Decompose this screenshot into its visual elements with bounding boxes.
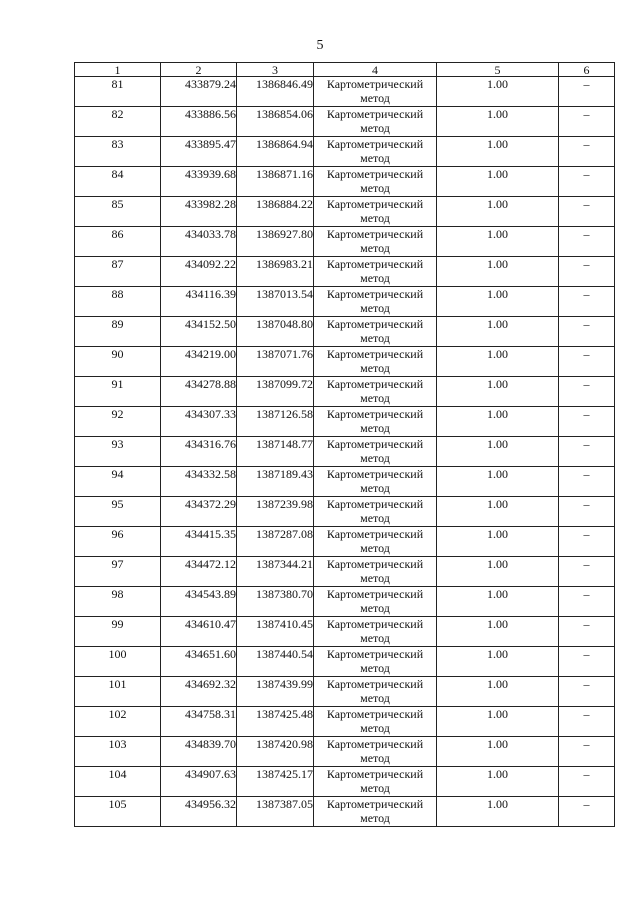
table-row	[75, 767, 615, 797]
table-row	[75, 77, 615, 107]
method-cell	[314, 767, 437, 797]
method-line1: Картометрический	[326, 797, 424, 811]
note-value: –	[559, 317, 615, 347]
note-value: –	[559, 137, 615, 167]
table-row	[75, 467, 615, 497]
method-cell	[314, 527, 437, 557]
note-value: –	[559, 677, 615, 707]
method-line2: метод	[360, 811, 390, 825]
error-value: 1.00	[437, 257, 559, 287]
coordinate-y: 1387387.05	[237, 797, 314, 827]
method-cell	[314, 377, 437, 407]
point-number: 81	[75, 77, 161, 107]
error-value: 1.00	[437, 467, 559, 497]
note-value: –	[559, 257, 615, 287]
table-row	[75, 437, 615, 467]
point-number: 87	[75, 257, 161, 287]
method-cell	[314, 437, 437, 467]
point-number: 93	[75, 437, 161, 467]
table-row	[75, 587, 615, 617]
method-cell	[314, 617, 437, 647]
method-line1: Картометрический	[326, 767, 424, 781]
method-line2: метод	[360, 91, 390, 105]
method-cell	[314, 77, 437, 107]
point-number: 83	[75, 137, 161, 167]
coordinate-x: 434033.78	[161, 227, 237, 257]
coordinate-y: 1387099.72	[237, 377, 314, 407]
method-line2: метод	[360, 631, 390, 645]
method-line1: Картометрический	[326, 557, 424, 571]
method-line2: метод	[360, 571, 390, 585]
method-line1: Картометрический	[326, 347, 424, 361]
coordinate-x: 433879.24	[161, 77, 237, 107]
method-line2: метод	[360, 451, 390, 465]
table-row	[75, 617, 615, 647]
point-number: 103	[75, 737, 161, 767]
coordinate-x: 434307.33	[161, 407, 237, 437]
method-cell	[314, 557, 437, 587]
method-line2: метод	[360, 721, 390, 735]
point-number: 85	[75, 197, 161, 227]
table-row	[75, 707, 615, 737]
method-line2: метод	[360, 151, 390, 165]
table-row	[75, 107, 615, 137]
note-value: –	[559, 707, 615, 737]
error-value: 1.00	[437, 377, 559, 407]
method-cell	[314, 707, 437, 737]
coordinate-y: 1387425.48	[237, 707, 314, 737]
point-number: 92	[75, 407, 161, 437]
table-row	[75, 557, 615, 587]
coordinate-x: 434219.00	[161, 347, 237, 377]
coordinate-x: 433886.56	[161, 107, 237, 137]
coordinate-x: 434316.76	[161, 437, 237, 467]
note-value: –	[559, 167, 615, 197]
method-line2: метод	[360, 181, 390, 195]
coordinate-y: 1387071.76	[237, 347, 314, 377]
note-value: –	[559, 797, 615, 827]
method-cell	[314, 197, 437, 227]
coordinate-y: 1387126.58	[237, 407, 314, 437]
point-number: 101	[75, 677, 161, 707]
table-row	[75, 257, 615, 287]
method-line2: метод	[360, 751, 390, 765]
column-header: 5	[437, 63, 559, 77]
note-value: –	[559, 437, 615, 467]
page-number: 5	[316, 38, 324, 53]
point-number: 95	[75, 497, 161, 527]
point-number: 91	[75, 377, 161, 407]
error-value: 1.00	[437, 767, 559, 797]
method-line1: Картометрический	[326, 377, 424, 391]
coordinate-y: 1386871.16	[237, 167, 314, 197]
method-line1: Картометрический	[326, 497, 424, 511]
table-row	[75, 677, 615, 707]
coordinate-y: 1387239.98	[237, 497, 314, 527]
method-line1: Картометрический	[326, 707, 424, 721]
coordinate-y: 1387013.54	[237, 287, 314, 317]
coordinate-x: 434332.58	[161, 467, 237, 497]
error-value: 1.00	[437, 617, 559, 647]
method-line1: Картометрический	[326, 137, 424, 151]
method-line1: Картометрический	[326, 107, 424, 121]
coordinate-y: 1387425.17	[237, 767, 314, 797]
column-header: 4	[314, 63, 437, 77]
header-row	[75, 63, 615, 77]
coordinate-x: 434610.47	[161, 617, 237, 647]
method-cell	[314, 497, 437, 527]
table-row	[75, 647, 615, 677]
point-number: 86	[75, 227, 161, 257]
method-line1: Картометрический	[326, 527, 424, 541]
coordinate-x: 434152.50	[161, 317, 237, 347]
point-number: 96	[75, 527, 161, 557]
method-cell	[314, 107, 437, 137]
table-row	[75, 167, 615, 197]
method-line2: метод	[360, 331, 390, 345]
method-line2: метод	[360, 211, 390, 225]
method-cell	[314, 647, 437, 677]
coordinate-y: 1387344.21	[237, 557, 314, 587]
method-line1: Картометрический	[326, 257, 424, 271]
method-line1: Картометрический	[326, 587, 424, 601]
error-value: 1.00	[437, 797, 559, 827]
point-number: 88	[75, 287, 161, 317]
method-cell	[314, 227, 437, 257]
note-value: –	[559, 407, 615, 437]
point-number: 94	[75, 467, 161, 497]
point-number: 100	[75, 647, 161, 677]
method-line2: метод	[360, 301, 390, 315]
coordinate-x: 433939.68	[161, 167, 237, 197]
column-header: 6	[559, 63, 615, 77]
table-row	[75, 287, 615, 317]
method-line2: метод	[360, 481, 390, 495]
coordinate-x: 434692.32	[161, 677, 237, 707]
note-value: –	[559, 737, 615, 767]
note-value: –	[559, 77, 615, 107]
point-number: 89	[75, 317, 161, 347]
coordinates-table	[74, 62, 615, 827]
method-cell	[314, 137, 437, 167]
error-value: 1.00	[437, 677, 559, 707]
method-cell	[314, 317, 437, 347]
method-line2: метод	[360, 601, 390, 615]
coordinate-x: 434372.29	[161, 497, 237, 527]
note-value: –	[559, 557, 615, 587]
error-value: 1.00	[437, 347, 559, 377]
error-value: 1.00	[437, 167, 559, 197]
method-line1: Картометрический	[326, 737, 424, 751]
error-value: 1.00	[437, 647, 559, 677]
table-row	[75, 137, 615, 167]
error-value: 1.00	[437, 287, 559, 317]
coordinate-x: 434907.63	[161, 767, 237, 797]
coordinate-x: 434758.31	[161, 707, 237, 737]
coordinate-x: 434543.89	[161, 587, 237, 617]
coordinate-y: 1387440.54	[237, 647, 314, 677]
method-cell	[314, 467, 437, 497]
error-value: 1.00	[437, 317, 559, 347]
table-row	[75, 377, 615, 407]
coordinate-x: 434472.12	[161, 557, 237, 587]
note-value: –	[559, 767, 615, 797]
point-number: 104	[75, 767, 161, 797]
method-line2: метод	[360, 361, 390, 375]
coordinate-y: 1386983.21	[237, 257, 314, 287]
coordinate-y: 1387420.98	[237, 737, 314, 767]
coordinate-y: 1387380.70	[237, 587, 314, 617]
method-line2: метод	[360, 691, 390, 705]
column-header: 2	[161, 63, 237, 77]
error-value: 1.00	[437, 77, 559, 107]
method-cell	[314, 677, 437, 707]
note-value: –	[559, 587, 615, 617]
coordinate-x: 434956.32	[161, 797, 237, 827]
method-line1: Картометрический	[326, 77, 424, 91]
point-number: 105	[75, 797, 161, 827]
point-number: 98	[75, 587, 161, 617]
table-row	[75, 347, 615, 377]
method-line1: Картометрический	[326, 467, 424, 481]
error-value: 1.00	[437, 497, 559, 527]
note-value: –	[559, 497, 615, 527]
table-row	[75, 407, 615, 437]
method-line1: Картометрический	[326, 677, 424, 691]
table-row	[75, 797, 615, 827]
coordinate-x: 434651.60	[161, 647, 237, 677]
error-value: 1.00	[437, 197, 559, 227]
point-number: 82	[75, 107, 161, 137]
method-cell	[314, 407, 437, 437]
error-value: 1.00	[437, 527, 559, 557]
table-row	[75, 737, 615, 767]
method-line1: Картометрический	[326, 227, 424, 241]
coordinate-y: 1387189.43	[237, 467, 314, 497]
note-value: –	[559, 197, 615, 227]
note-value: –	[559, 527, 615, 557]
coordinate-x: 434116.39	[161, 287, 237, 317]
method-line1: Картометрический	[326, 647, 424, 661]
note-value: –	[559, 227, 615, 257]
method-line2: метод	[360, 541, 390, 555]
coordinate-x: 433982.28	[161, 197, 237, 227]
coordinate-y: 1386854.06	[237, 107, 314, 137]
method-cell	[314, 167, 437, 197]
method-line1: Картометрический	[326, 617, 424, 631]
method-line2: метод	[360, 121, 390, 135]
method-line2: метод	[360, 781, 390, 795]
error-value: 1.00	[437, 707, 559, 737]
coordinate-y: 1386846.49	[237, 77, 314, 107]
method-line1: Картометрический	[326, 287, 424, 301]
point-number: 84	[75, 167, 161, 197]
method-cell	[314, 347, 437, 377]
column-header: 1	[75, 63, 161, 77]
coordinate-x: 434839.70	[161, 737, 237, 767]
method-cell	[314, 797, 437, 827]
error-value: 1.00	[437, 437, 559, 467]
note-value: –	[559, 467, 615, 497]
point-number: 97	[75, 557, 161, 587]
table-row	[75, 527, 615, 557]
column-header: 3	[237, 63, 314, 77]
note-value: –	[559, 347, 615, 377]
note-value: –	[559, 647, 615, 677]
method-line2: метод	[360, 391, 390, 405]
method-line1: Картометрический	[326, 167, 424, 181]
method-cell	[314, 587, 437, 617]
method-line1: Картометрический	[326, 197, 424, 211]
error-value: 1.00	[437, 407, 559, 437]
method-line2: метод	[360, 271, 390, 285]
point-number: 90	[75, 347, 161, 377]
note-value: –	[559, 107, 615, 137]
coordinate-y: 1387148.77	[237, 437, 314, 467]
table-row	[75, 317, 615, 347]
error-value: 1.00	[437, 107, 559, 137]
method-line1: Картометрический	[326, 317, 424, 331]
method-line2: метод	[360, 241, 390, 255]
error-value: 1.00	[437, 227, 559, 257]
point-number: 99	[75, 617, 161, 647]
method-cell	[314, 737, 437, 767]
method-line2: метод	[360, 421, 390, 435]
method-line2: метод	[360, 661, 390, 675]
coordinate-y: 1386884.22	[237, 197, 314, 227]
table-row	[75, 497, 615, 527]
note-value: –	[559, 377, 615, 407]
coordinate-x: 434278.88	[161, 377, 237, 407]
method-line1: Картометрический	[326, 437, 424, 451]
table-body	[75, 77, 615, 827]
table-header	[75, 63, 615, 77]
method-line1: Картометрический	[326, 407, 424, 421]
coordinate-y: 1387048.80	[237, 317, 314, 347]
error-value: 1.00	[437, 557, 559, 587]
point-number: 102	[75, 707, 161, 737]
table-row	[75, 197, 615, 227]
note-value: –	[559, 617, 615, 647]
coordinate-x: 433895.47	[161, 137, 237, 167]
coordinate-x: 434092.22	[161, 257, 237, 287]
coordinate-y: 1387410.45	[237, 617, 314, 647]
coordinate-y: 1386927.80	[237, 227, 314, 257]
note-value: –	[559, 287, 615, 317]
coordinate-y: 1386864.94	[237, 137, 314, 167]
coordinate-x: 434415.35	[161, 527, 237, 557]
coordinate-y: 1387439.99	[237, 677, 314, 707]
method-cell	[314, 257, 437, 287]
method-line2: метод	[360, 511, 390, 525]
coordinate-y: 1387287.08	[237, 527, 314, 557]
method-cell	[314, 287, 437, 317]
table-row	[75, 227, 615, 257]
error-value: 1.00	[437, 737, 559, 767]
error-value: 1.00	[437, 137, 559, 167]
error-value: 1.00	[437, 587, 559, 617]
